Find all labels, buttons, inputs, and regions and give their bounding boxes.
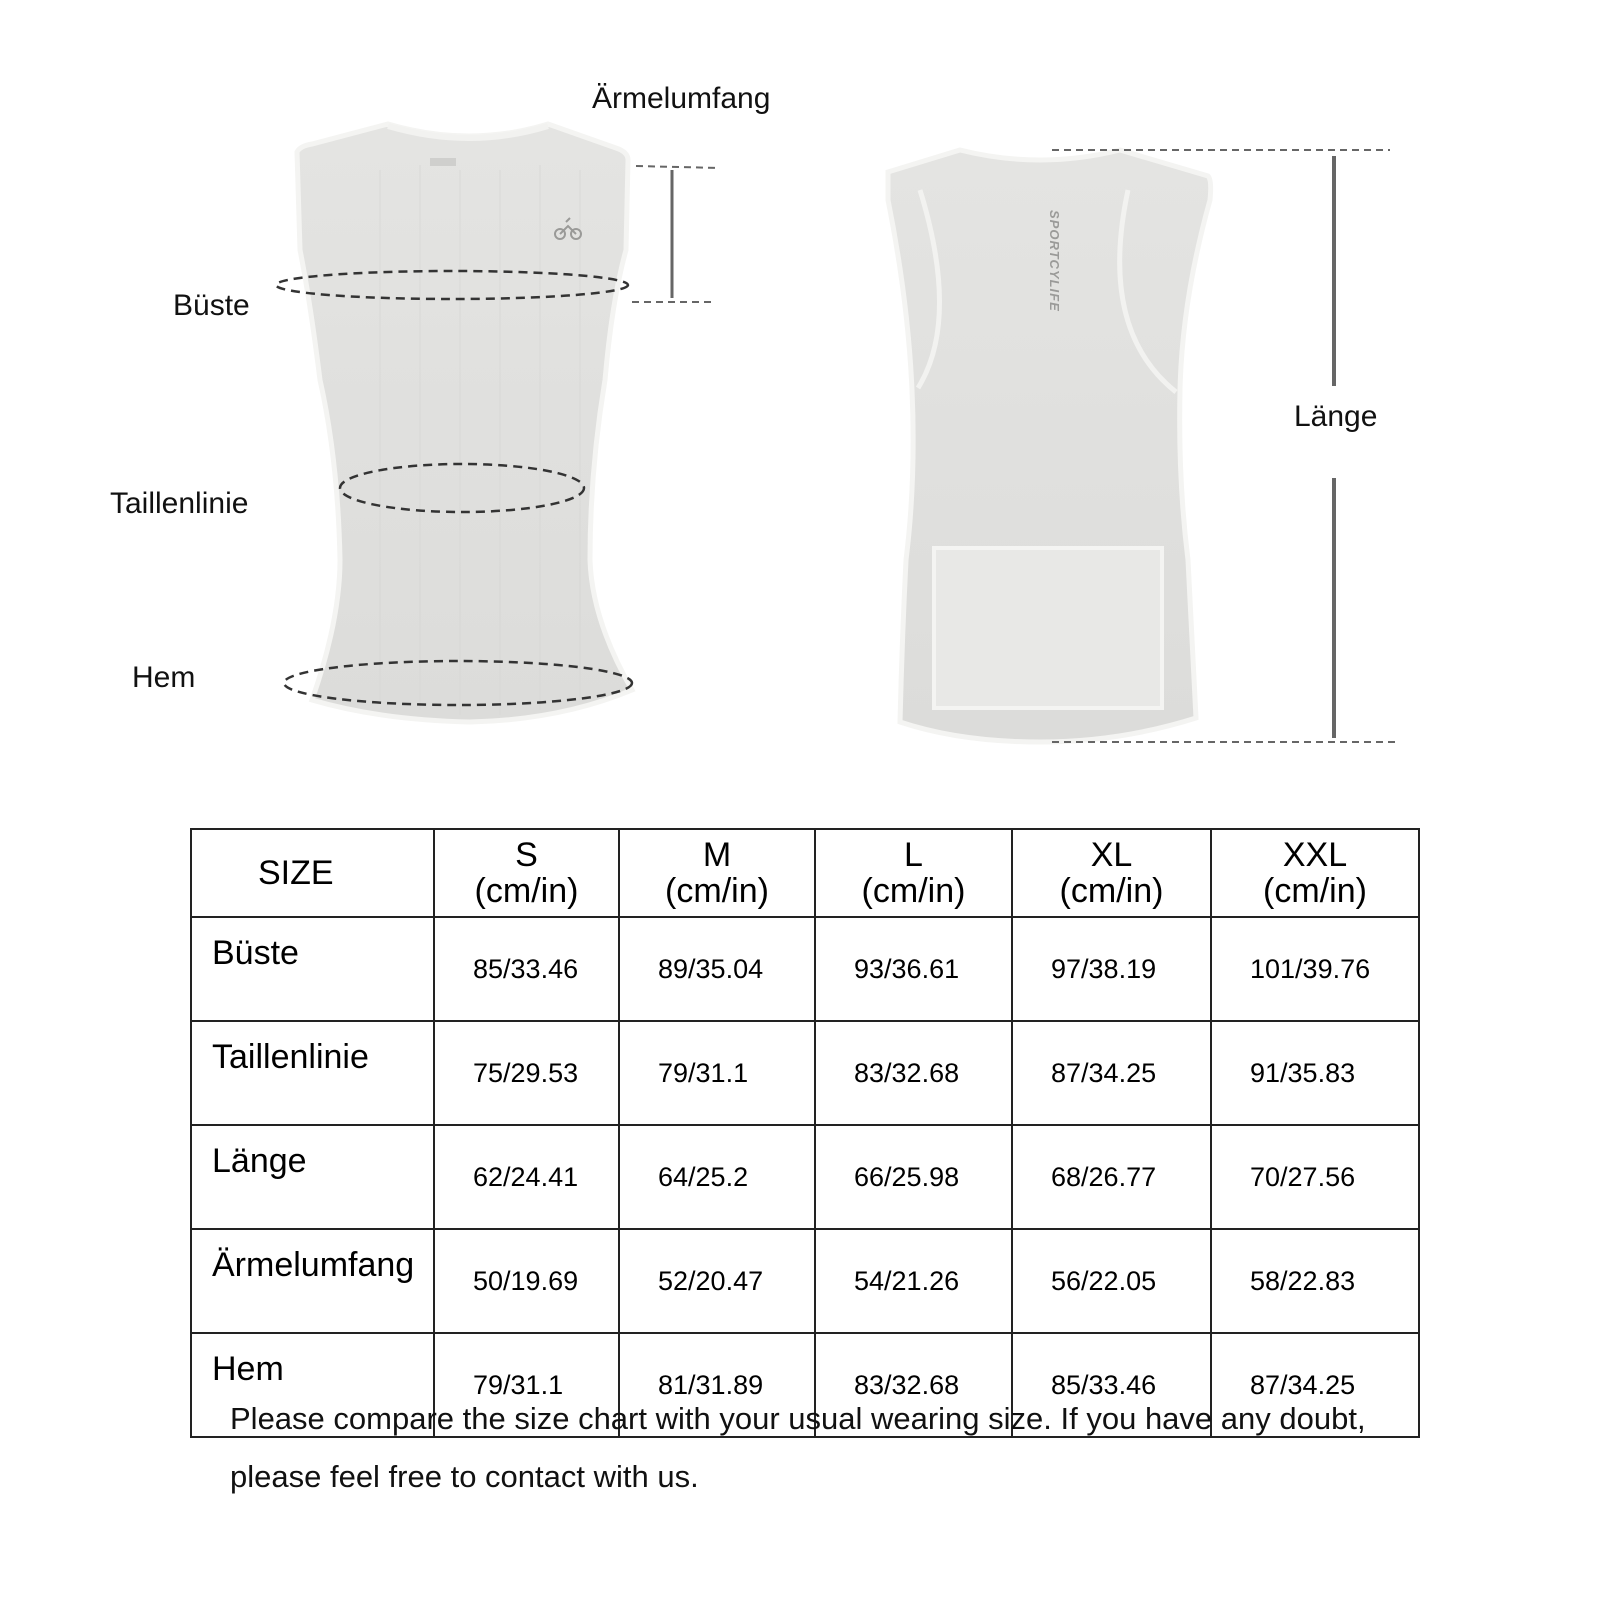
table-header-row	[191, 829, 1419, 917]
size-column-header	[815, 829, 1012, 917]
table-cell: 87/34.25	[1012, 1021, 1211, 1125]
sleeve-label: Ärmelumfang	[592, 82, 771, 115]
unit-label: (cm/in)	[665, 872, 769, 910]
table-row	[191, 1021, 1419, 1125]
table-cell: 79/31.1	[619, 1021, 815, 1125]
table-cell: 83/32.68	[815, 1021, 1012, 1125]
row-label: Taillenlinie	[191, 1021, 434, 1125]
size-advice-note: Please compare the size chart with your usual wearing size. If you have any doubt, please feel free to contact with us.	[230, 1401, 1366, 1494]
table-cell: 93/36.61	[815, 917, 1012, 1021]
table-cell: 68/26.77	[1012, 1125, 1211, 1229]
table-cell: 70/27.56	[1211, 1125, 1419, 1229]
size-column-header	[1211, 829, 1419, 917]
unit-label: (cm/in)	[1059, 872, 1164, 910]
brand-text: SPORTCYLIFE	[1047, 210, 1062, 312]
row-label: Hem	[191, 1333, 434, 1437]
size-chart-table	[190, 828, 1420, 1438]
bust-label: Büste	[173, 289, 250, 322]
neck-label-icon	[430, 158, 456, 166]
row-label: Länge	[191, 1125, 434, 1229]
table-cell: 97/38.19	[1012, 917, 1211, 1021]
back-pocket	[934, 548, 1162, 708]
table-cell: 79/31.1	[434, 1333, 619, 1437]
garment-diagram	[0, 0, 1600, 780]
table-row	[191, 1125, 1419, 1229]
size-name: L	[904, 836, 923, 874]
size-name: S	[515, 836, 538, 874]
table-cell: 58/22.83	[1211, 1229, 1419, 1333]
size-column-header	[619, 829, 815, 917]
table-cell: 91/35.83	[1211, 1021, 1419, 1125]
waist-label: Taillenlinie	[110, 487, 249, 520]
unit-label: (cm/in)	[861, 872, 966, 910]
row-label: Ärmelumfang	[191, 1229, 434, 1333]
table-cell: 50/19.69	[434, 1229, 619, 1333]
table-cell: 101/39.76	[1211, 917, 1419, 1021]
size-name: XL	[1090, 836, 1133, 874]
table-row	[191, 1229, 1419, 1333]
size-name: XXL	[1282, 836, 1348, 874]
table-cell: 56/22.05	[1012, 1229, 1211, 1333]
size-header: SIZE	[191, 829, 434, 917]
table-cell: 85/33.46	[1012, 1333, 1211, 1437]
size-column-header	[434, 829, 619, 917]
table-cell: 85/33.46	[434, 917, 619, 1021]
table-cell: 75/29.53	[434, 1021, 619, 1125]
length-label: Länge	[1294, 400, 1378, 433]
table-cell: 52/20.47	[619, 1229, 815, 1333]
front-vest-image	[297, 124, 632, 722]
table-cell: 64/25.2	[619, 1125, 815, 1229]
hem-label: Hem	[132, 661, 196, 694]
size-column-header	[1012, 829, 1211, 917]
row-label: Büste	[191, 917, 434, 1021]
table-cell: 87/34.25	[1211, 1333, 1419, 1437]
table-cell: 81/31.89	[619, 1333, 815, 1437]
back-vest-image	[888, 150, 1211, 742]
size-name: M	[702, 836, 732, 874]
table-cell: 54/21.26	[815, 1229, 1012, 1333]
sleeve-measure-marker	[632, 166, 720, 302]
table-cell: 66/25.98	[815, 1125, 1012, 1229]
unit-label: (cm/in)	[1263, 872, 1367, 910]
table-cell: 89/35.04	[619, 917, 815, 1021]
table-row	[191, 917, 1419, 1021]
table-cell: 83/32.68	[815, 1333, 1012, 1437]
table-cell: 62/24.41	[434, 1125, 619, 1229]
unit-label: (cm/in)	[474, 872, 579, 910]
